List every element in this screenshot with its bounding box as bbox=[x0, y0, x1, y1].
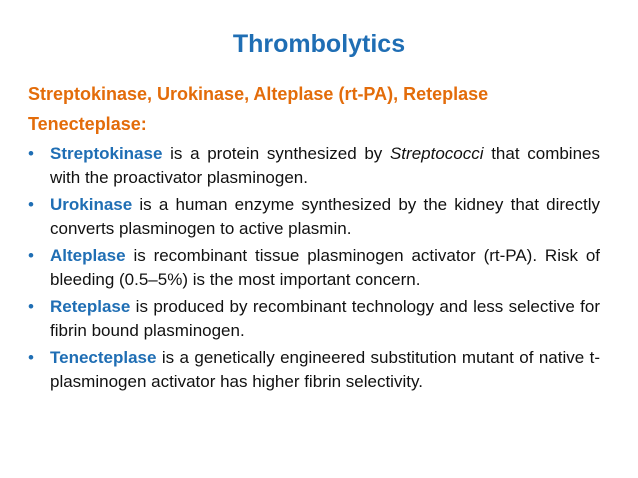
bullet-text: is produced by recombinant technology and less selective for fibrin bound plasminogen. bbox=[50, 297, 600, 340]
slide-title: Thrombolytics bbox=[232, 30, 406, 58]
bullet-dot-icon: • bbox=[28, 144, 34, 163]
bullet-text: is a genetically engineered substitution mutant of native t-plasminogen activator has higher fibrin selectivity. bbox=[50, 348, 600, 391]
bullet-text: is recombinant tissue plasminogen activator (rt-PA). Risk of bleeding (0.5–5%) is the most important concern. bbox=[50, 246, 600, 289]
bullet-text: that combines with the proactivator plasminogen. bbox=[50, 144, 600, 187]
subtitle-drug-list: Streptokinase, Urokinase, Alteplase (rt-PA), Reteplase bbox=[28, 84, 489, 104]
bullet-item-reteplase bbox=[28, 295, 600, 343]
bullet-dot-icon: • bbox=[28, 297, 34, 316]
term-tenecteplase: Tenecteplase bbox=[50, 348, 157, 367]
bullet-list bbox=[28, 142, 600, 397]
bullet-item-urokinase bbox=[28, 193, 600, 241]
term-alteplase: Alteplase bbox=[50, 246, 126, 265]
bullet-text: is a protein synthesized by bbox=[162, 144, 390, 163]
bullet-item-alteplase bbox=[28, 244, 600, 292]
bullet-dot-icon: • bbox=[28, 348, 34, 367]
bullet-item-streptokinase bbox=[28, 142, 600, 190]
emphasis-streptococci: Streptococci bbox=[389, 144, 484, 163]
subtitle-tenecteplase: Tenecteplase: bbox=[28, 114, 147, 134]
term-reteplase: Reteplase bbox=[50, 297, 131, 316]
term-urokinase: Urokinase bbox=[50, 195, 133, 214]
bullet-dot-icon: • bbox=[28, 195, 34, 214]
bullet-dot-icon: • bbox=[28, 246, 34, 265]
bullet-text: is a human enzyme synthesized by the kidney that directly converts plasminogen to active plasmin. bbox=[50, 195, 600, 238]
term-streptokinase: Streptokinase bbox=[50, 144, 163, 163]
bullet-item-tenecteplase bbox=[28, 346, 600, 394]
